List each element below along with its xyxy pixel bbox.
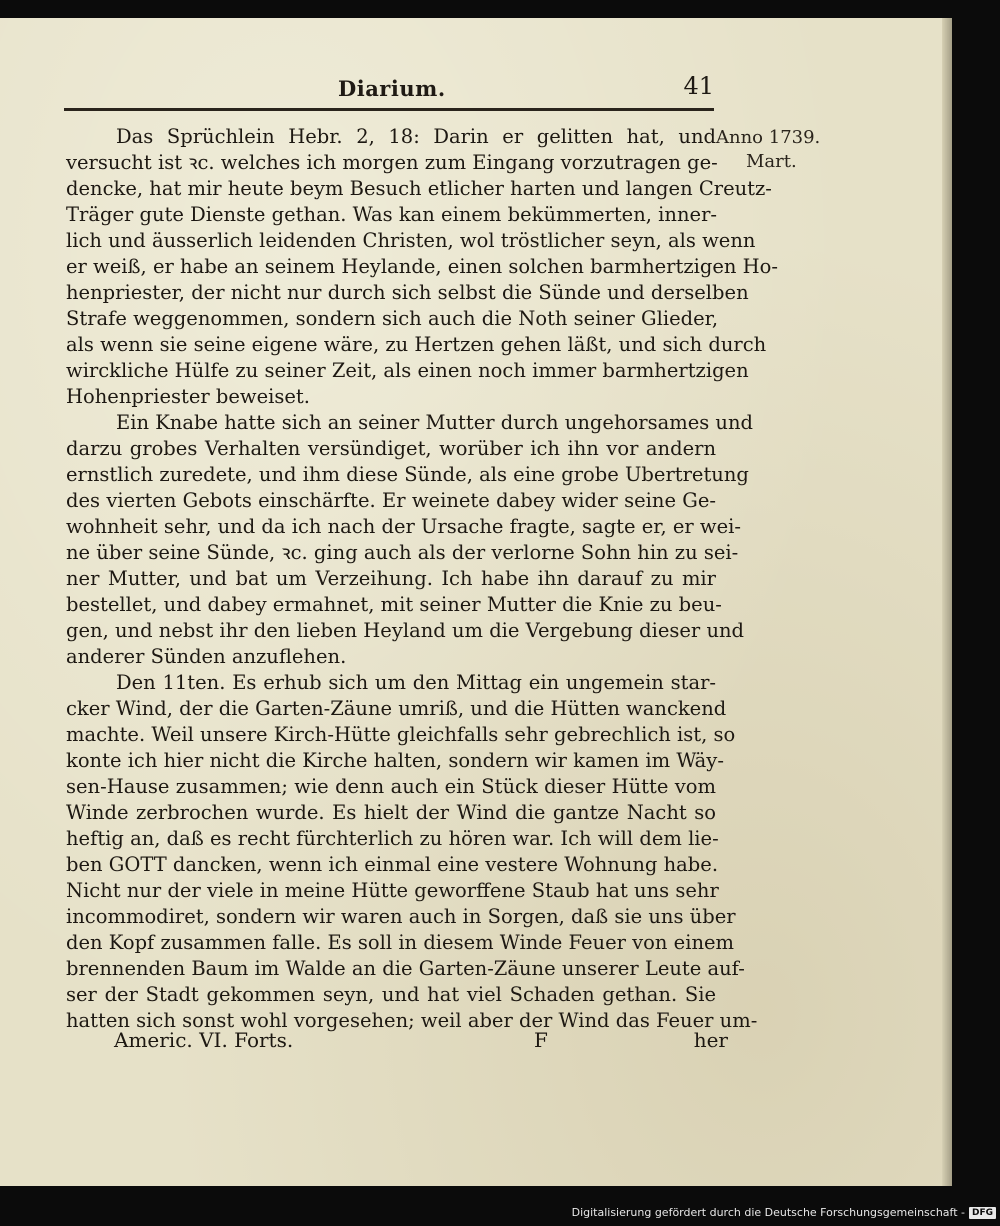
text-line: des vierten Gebots einschärfte. Er weinete dabey wider seine Ge- <box>66 489 716 512</box>
paragraph-3 <box>66 670 758 1034</box>
text-line: darzu grobes Verhalten versündiget, worüber ich ihn vor andern <box>66 437 716 460</box>
text-line: henpriester, der nicht nur durch sich selbst die Sünde und derselben <box>66 281 749 304</box>
text-line: ne über seine Sünde, ꝛc. ging auch als der verlorne Sohn hin zu sei- <box>66 541 739 564</box>
text-line: Den 11ten. Es erhub sich um den Mittag ein ungemein star- <box>116 671 716 694</box>
text-line: konte ich hier nicht die Kirche halten, sondern wir kamen im Wäy- <box>66 749 724 772</box>
text-line: cker Wind, der die Garten-Zäune umriß, und die Hütten wanckend <box>66 697 727 720</box>
text-line: anderer Sünden anzuflehen. <box>66 645 347 668</box>
sheet-mark: F <box>534 1028 548 1052</box>
text-line: er weiß, er habe an seinem Heylande, einen solchen barmhertzigen Ho- <box>66 255 778 278</box>
text-line: als wenn sie seine eigene wäre, zu Hertzen gehen läßt, und sich durch <box>66 333 767 356</box>
margin-note-month: Mart. <box>746 151 797 172</box>
page-edge <box>942 18 952 1186</box>
text-line: versucht ist ꝛc. welches ich morgen zum Eingang vorzutragen ge- <box>66 151 718 174</box>
text-line: machte. Weil unsere Kirch-Hütte gleichfalls sehr gebrechlich ist, so <box>66 723 736 746</box>
text-line: bestellet, und dabey ermahnet, mit seiner Mutter die Knie zu beu- <box>66 593 722 616</box>
running-title: Diarium. <box>338 76 446 101</box>
text-line: dencke, hat mir heute beym Besuch etlicher harten und langen Creutz- <box>66 177 772 200</box>
text-line: ser der Stadt gekommen seyn, und hat viel Schaden gethan. Sie <box>66 983 716 1006</box>
text-line: hatten sich sonst wohl vorgesehen; weil aber der Wind das Feuer um- <box>66 1009 758 1032</box>
margin-note <box>716 126 846 174</box>
paragraph-2 <box>66 410 754 670</box>
text-line: wohnheit sehr, und da ich nach der Ursache fragte, sagte er, er wei- <box>66 515 741 538</box>
text-line: Das Sprüchlein Hebr. 2, 18: Darin er gelitten hat, und <box>116 125 716 148</box>
text-line: Hohenpriester beweiset. <box>66 385 310 408</box>
text-line: Träger gute Dienste gethan. Was kan einem bekümmerten, inner- <box>66 203 717 226</box>
text-line: brennenden Baum im Walde an die Garten-Zäune unserer Leute auf- <box>66 957 745 980</box>
text-line: den Kopf zusammen falle. Es soll in diesem Winde Feuer von einem <box>66 931 735 954</box>
text-line: wirckliche Hülfe zu seiner Zeit, als einen noch immer barmhertzigen <box>66 359 749 382</box>
signature-mark: Americ. VI. Forts. <box>114 1028 294 1052</box>
page-footer <box>66 1028 728 1058</box>
text-line: ernstlich zuredete, und ihm diese Sünde, als eine grobe Ubertretung <box>66 463 749 486</box>
catchword: her <box>693 1028 728 1052</box>
text-line: sen-Hause zusammen; wie denn auch ein Stück dieser Hütte vom <box>66 775 716 798</box>
text-line: lich und äusserlich leidenden Christen, wol tröstlicher seyn, als wenn <box>66 229 756 252</box>
text-line: ben GOTT dancken, wenn ich einmal eine vestere Wohnung habe. <box>66 853 719 876</box>
digitization-credit <box>572 1206 996 1219</box>
text-line: Ein Knabe hatte sich an seiner Mutter durch ungehorsames und <box>116 411 754 434</box>
text-line: Nicht nur der viele in meine Hütte geworffene Staub hat uns sehr <box>66 879 719 902</box>
text-line: Winde zerbrochen wurde. Es hielt der Wind die gantze Nacht so <box>66 801 716 824</box>
text-line: incommodiret, sondern wir waren auch in Sorgen, daß sie uns über <box>66 905 736 928</box>
document-page <box>0 18 952 1186</box>
page-header <box>64 68 714 112</box>
credit-text: Digitalisierung gefördert durch die Deutsche Forschungsgemeinschaft - <box>571 1206 965 1219</box>
text-line: Strafe weggenommen, sondern sich auch die Noth seiner Glieder, <box>66 307 719 330</box>
dfg-logo-icon: DFG <box>969 1207 996 1219</box>
header-rule <box>64 108 714 111</box>
page-number: 41 <box>683 72 714 100</box>
text-line: heftig an, daß es recht fürchterlich zu hören war. Ich will dem lie- <box>66 827 719 850</box>
text-line: ner Mutter, und bat um Verzeihung. Ich habe ihn darauf zu mir <box>66 567 716 590</box>
text-line: gen, und nebst ihr den lieben Heyland um die Vergebung dieser und <box>66 619 745 642</box>
margin-note-year: Anno 1739. <box>716 127 821 148</box>
